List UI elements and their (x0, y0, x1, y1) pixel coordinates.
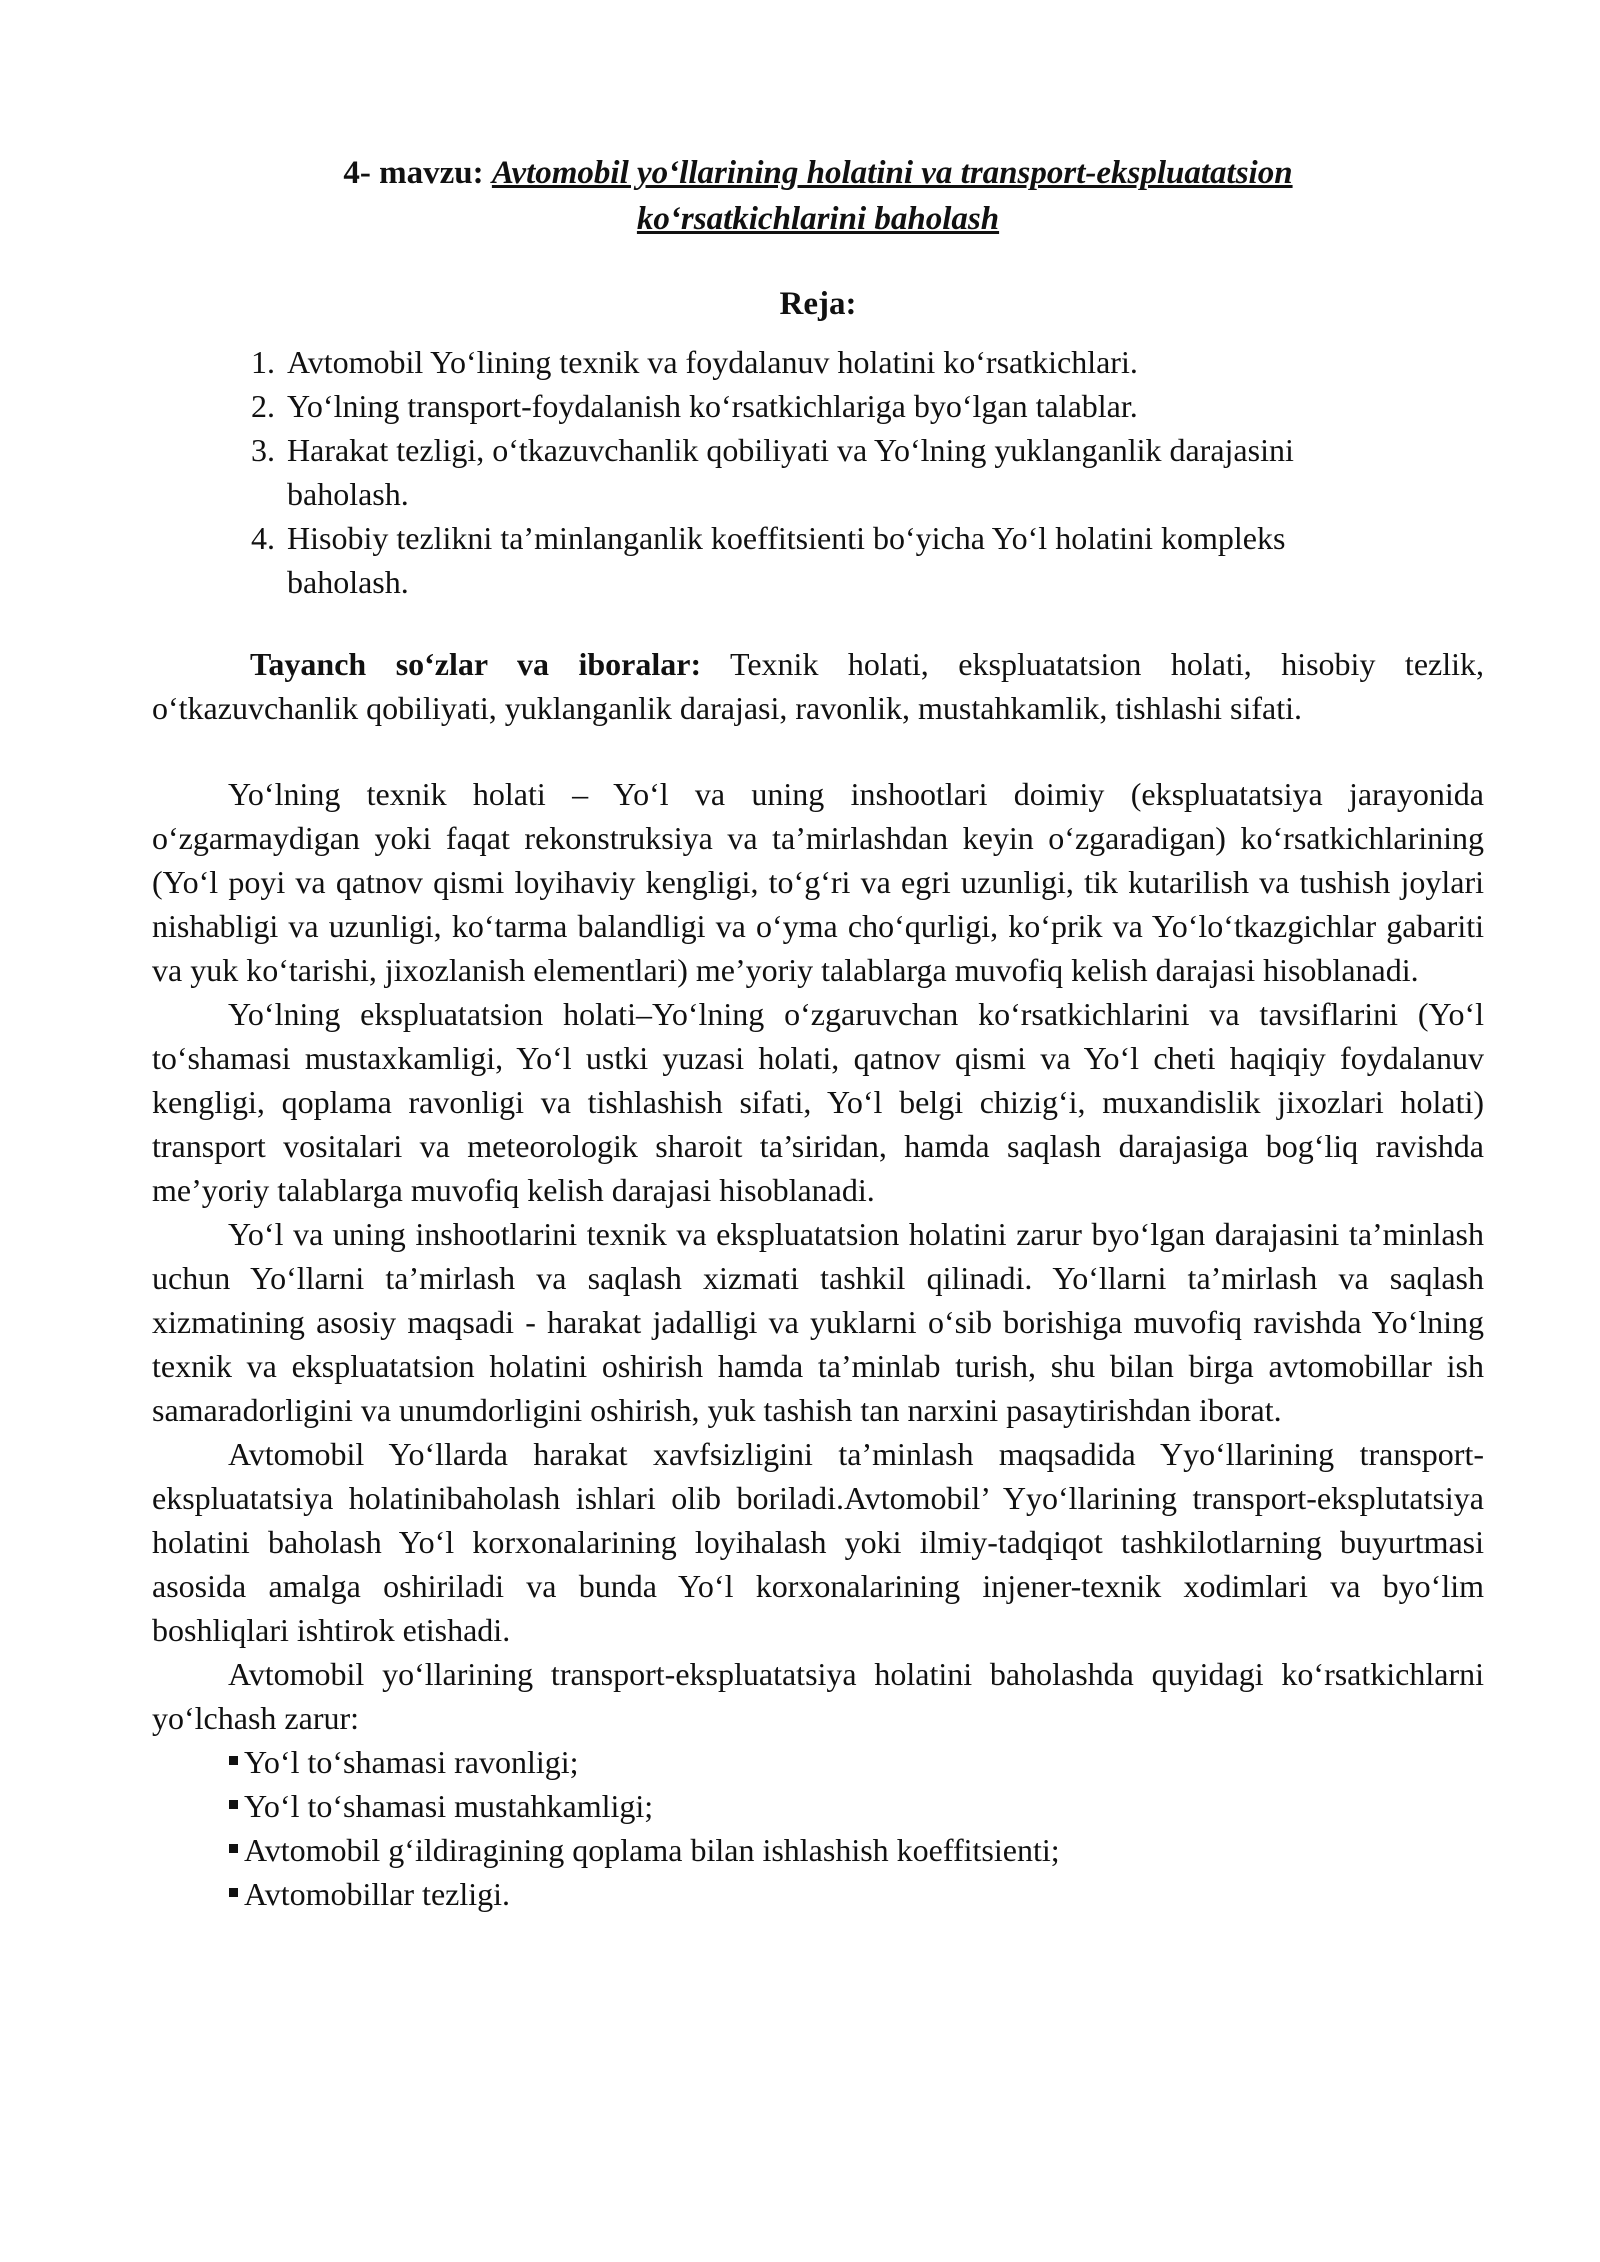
list-item (229, 1740, 1484, 1784)
plan-item-number: 4. (251, 520, 275, 556)
list-item (229, 1784, 1484, 1828)
list-item-text: Yo‘l to‘shamasi mustahkamligi; (244, 1788, 654, 1824)
plan-item (152, 384, 1484, 428)
plan-item-text: Avtomobil Yo‘lining texnik va foydalanuv holatini ko‘rsatkichlari. (287, 344, 1138, 380)
title-topic-line2: ko‘rsatkichlarini baholash (636, 201, 1000, 237)
body-paragraph-operational-state: Yo‘lning ekspluatatsion holati–Yo‘lning o‘zgaruvchan ko‘rsatkichlarini va tavsiflarini (Yo‘l to‘shamasi mustaxkamligi, Yo‘l ustki yuzasi holati, qatnov qismi va Yo‘l cheti haqiqiy foydalanuv kengligi, qoplama ravonligi va tishlashish sifati, Yo‘l belgi chizig‘i, muxandislik jixozlari holati) transport vositalari va meteorologik sharoit ta’siridan, hamda saqlash darajasiga bog‘liq ravishda me’yoriy talablarga muvofiq kelish darajasi hisoblanadi. (152, 996, 1484, 1208)
list-item-text: Avtomobillar tezligi. (244, 1876, 511, 1912)
keywords-label: Tayanch so‘zlar va iboralar: (250, 646, 702, 682)
keywords-text: Texnik holati, ekspluatatsion holati, hisobiy tezlik, o‘tkazuvchanlik qobiliyati, yuklanganlik darajasi, ravonlik, mustahkamlik, tishlashi sifati. (152, 646, 1484, 726)
title-label: 4- mavzu: (343, 155, 484, 191)
title-topic-line1: Avtomobil yo‘llarining holatini va transport-ekspluatatsion (491, 155, 1293, 191)
list-item (229, 1872, 1484, 1916)
list-item-text: Avtomobil g‘ildiragining qoplama bilan ishlashish koeffitsienti; (244, 1832, 1060, 1868)
body-paragraph-technical-state: Yo‘lning texnik holati – Yo‘l va uning inshootlari doimiy (ekspluatatsiya jarayonida o‘zgarmaydigan yoki faqat rekonstruksiya va ta’mirlashdan keyin o‘zgaradigan) ko‘rsatkichlarining (Yo‘l poyi va qatnov qismi loyihaviy kengligi, to‘g‘ri va egri uzunligi, tik kutarilish va tushish joylari nishabligi va uzunligi, ko‘tarma balandligi va o‘yma cho‘qurligi, ko‘prik va Yo‘lo‘tkazgichlar gabariti va yuk ko‘tarishi, jixozlanish elementlari) me’yoriy talablarga muvofiq kelish darajasi hisoblanadi. (152, 776, 1484, 988)
indicator-list (152, 1740, 1484, 1916)
keywords-paragraph (152, 642, 1484, 730)
plan-item (152, 340, 1484, 384)
plan-heading: Reja: (779, 286, 857, 322)
document-page (152, 150, 1484, 1916)
plan-item-number: 2. (251, 388, 275, 424)
square-bullet-icon (229, 1756, 238, 1765)
plan-item (152, 428, 1484, 516)
plan-item-text: Yo‘lning transport-foydalanish ko‘rsatkichlariga byo‘lgan talablar. (287, 388, 1138, 424)
body-paragraph-indicators-intro: Avtomobil yo‘llarining transport-ekspluatatsiya holatini baholashda quyidagi ko‘rsatkichlarni yo‘lchash zarur: (152, 1656, 1484, 1736)
page-title (152, 150, 1484, 242)
list-item (229, 1828, 1484, 1872)
body-paragraph-maintenance-service: Yo‘l va uning inshootlarini texnik va ekspluatatsion holatini zarur byo‘lgan darajasini ta’minlash uchun Yo‘llarni ta’mirlash va saqlash xizmati tashkil qilinadi. Yo‘llarni ta’mirlash va saqlash xizmatining asosiy maqsadi - harakat jadalligi va yuklarni o‘sib borishiga muvofiq ravishda Yo‘lning texnik va ekspluatatsion holatini oshirish hamda ta’minlab turish, shu bilan birga avtomobillar ish samaradorligini va unumdorligini oshirish, yuk tashish tan narxini pasaytirishdan iborat. (152, 1216, 1484, 1428)
plan-item-text: Harakat tezligi, o‘tkazuvchanlik qobiliyati va Yo‘lning yuklanganlik darajasini baholash. (287, 432, 1294, 512)
plan-item-text: Hisobiy tezlikni ta’minlanganlik koeffitsienti bo‘yicha Yo‘l holatini kompleks baholash. (287, 520, 1286, 600)
square-bullet-icon (229, 1888, 238, 1897)
body-paragraph-safety-assessment: Avtomobil Yo‘llarda harakat xavfsizligini ta’minlash maqsadida Yyo‘llarining transport-ekspluatatsiya holatinibaholash ishlari olib boriladi.Avtomobil’ Yyo‘llarining transport-eksplutatsiya holatini baholash Yo‘l korxonalarining loyihalash yoki ilmiy-tadqiqot tashkilotlarning buyurtmasi asosida amalga oshiriladi va bunda Yo‘l korxonalarining injener-texnik xodimlari va byo‘lim boshliqlari ishtirok etishadi. (152, 1436, 1484, 1648)
plan-item (152, 516, 1484, 604)
plan-item-number: 3. (251, 432, 275, 468)
plan-list (152, 340, 1484, 604)
square-bullet-icon (229, 1844, 238, 1853)
plan-item-number: 1. (251, 344, 275, 380)
square-bullet-icon (229, 1800, 238, 1809)
list-item-text: Yo‘l to‘shamasi ravonligi; (244, 1744, 579, 1780)
